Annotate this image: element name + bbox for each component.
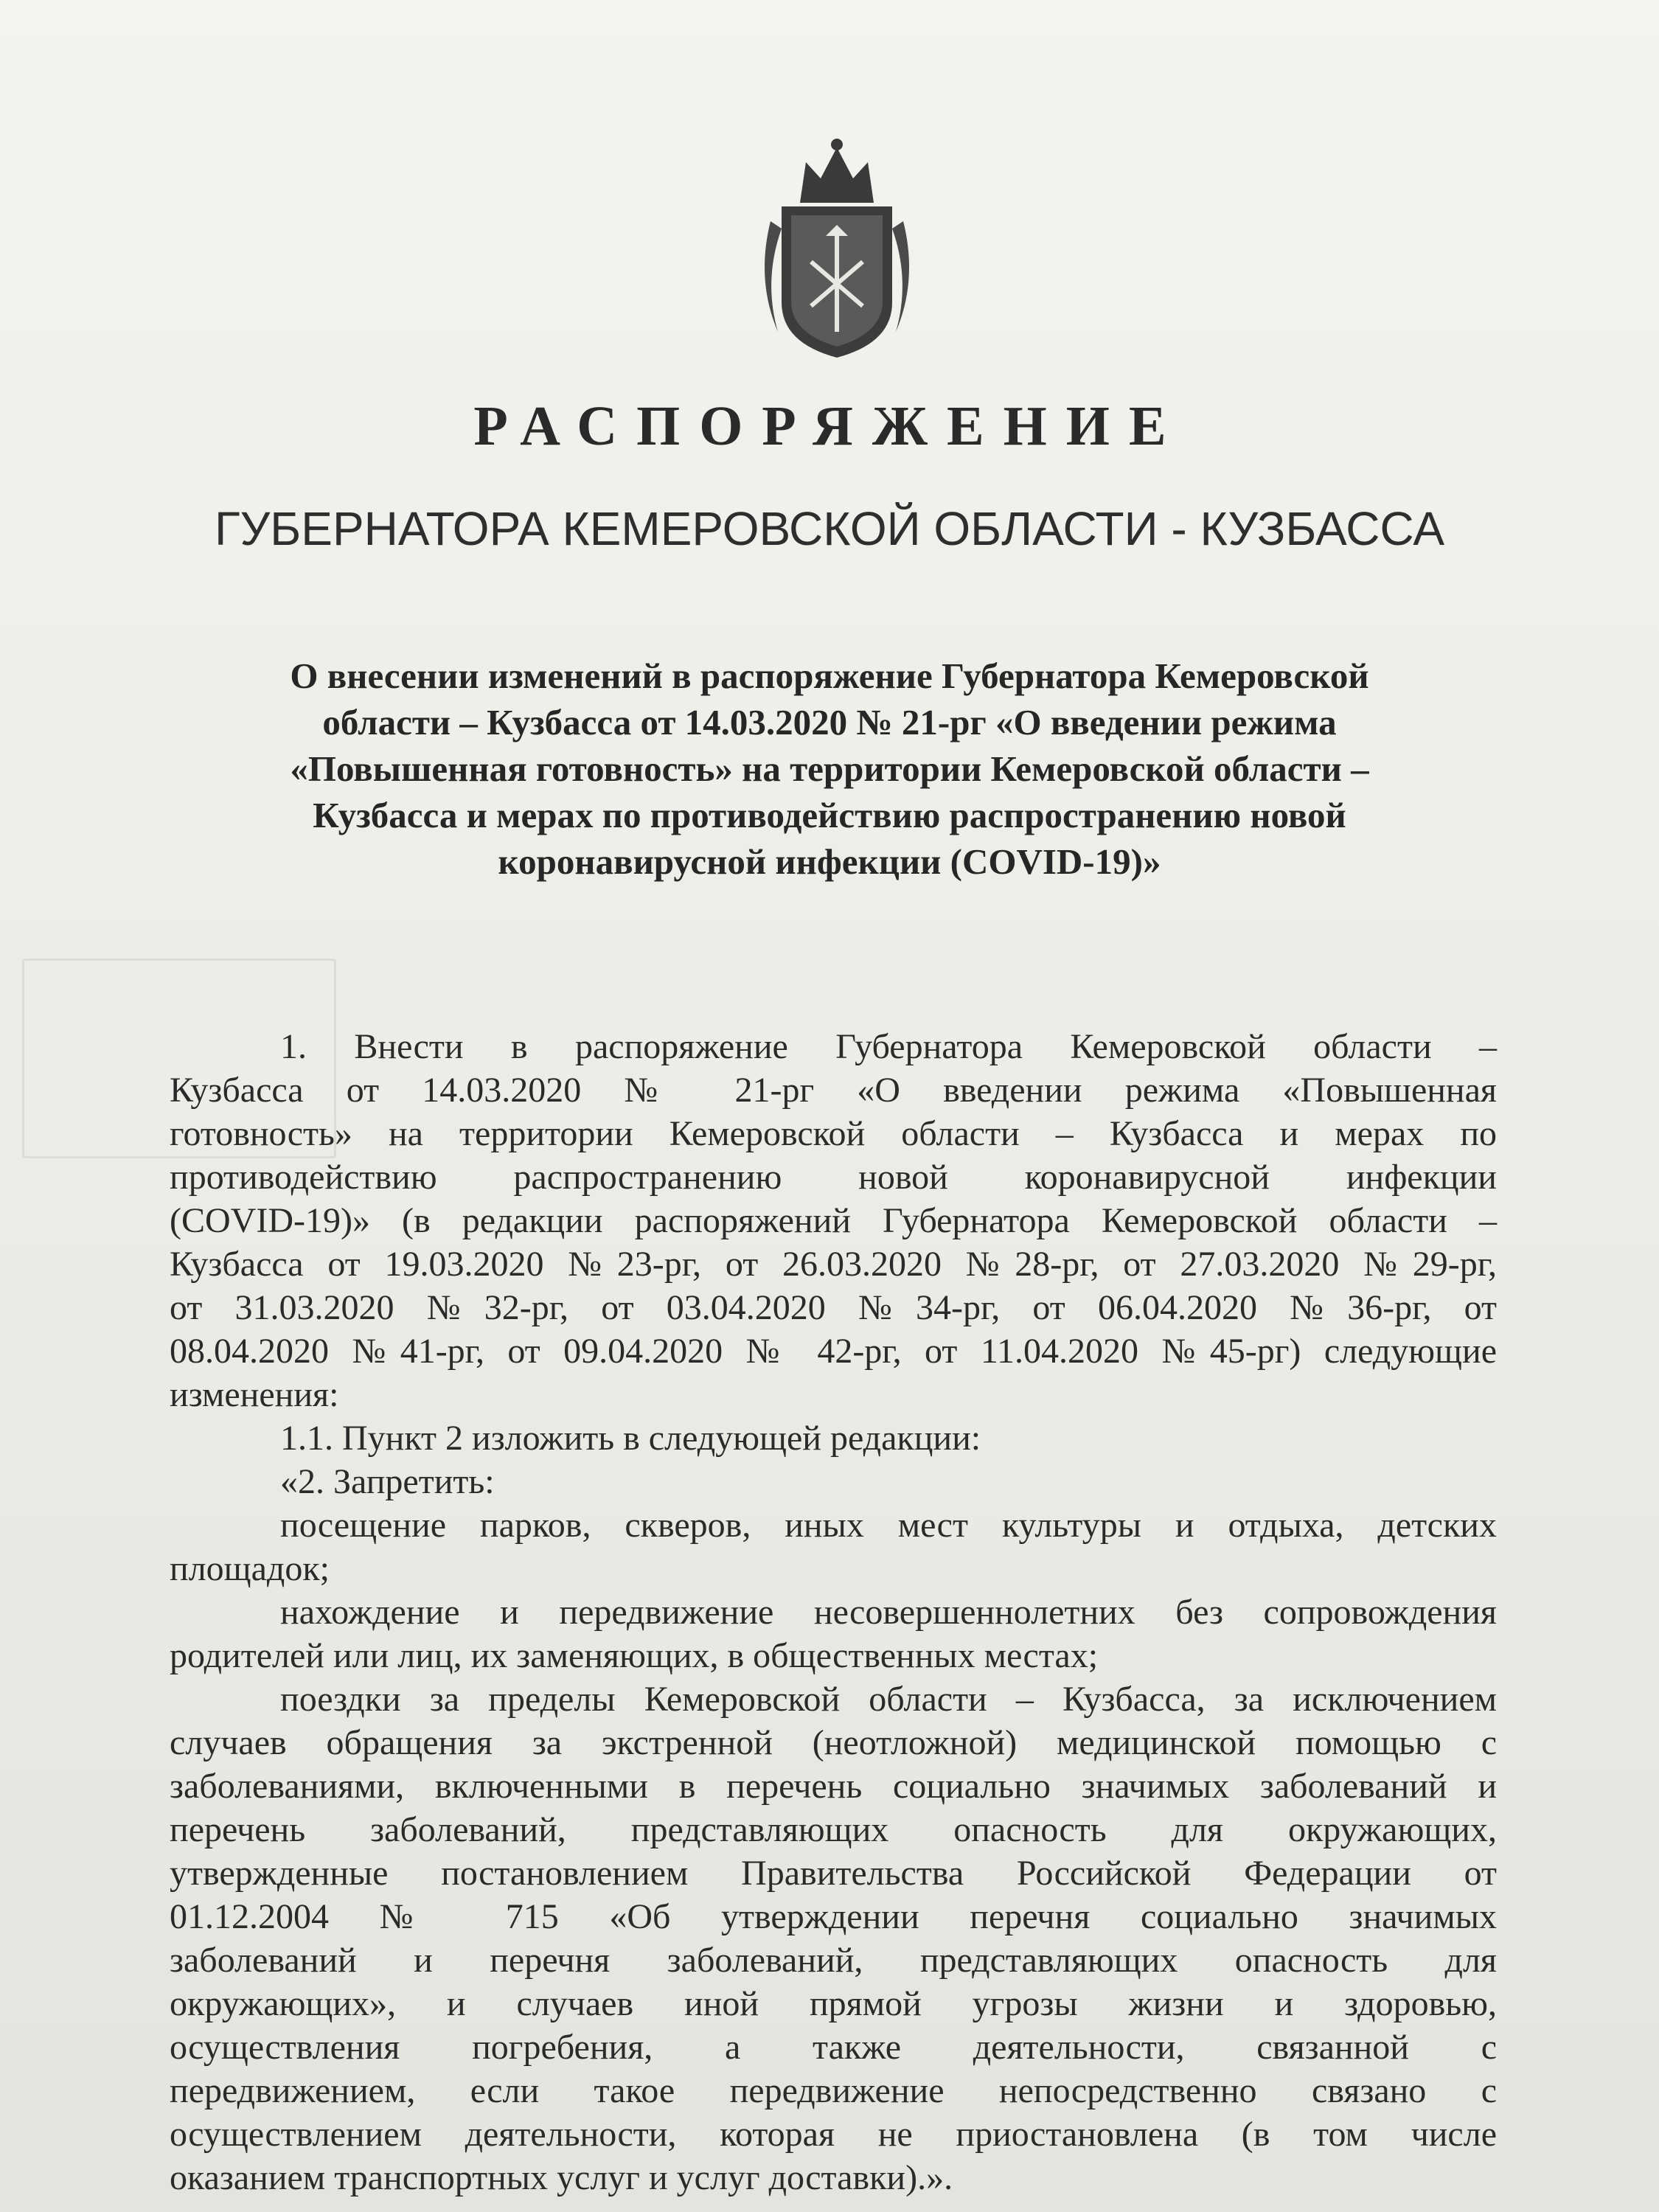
body-line: 08.04.2020 №41-рг, от 09.04.2020 № 42-рг, от 11.04.2020 №45-рг) следующие <box>170 1332 1497 1371</box>
body-line: 01.12.2004 № 715 «Об утверждении перечня социально значимых <box>170 1897 1497 1936</box>
body-line: нахождение и передвижение несовершеннолетних без сопровождения <box>280 1593 1497 1632</box>
body-line: готовность» на территории Кемеровской области – Кузбасса и мерах по <box>170 1114 1497 1153</box>
document-heading <box>184 653 1475 885</box>
body-line: окружающих», и случаев иной прямой угрозы жизни и здоровью, <box>170 1984 1497 2023</box>
heading-line: области – Кузбасса от 14.03.2020 № 21-рг «О введении режима <box>322 702 1337 742</box>
body-line: противодействию распространению новой коронавирусной инфекции <box>170 1158 1497 1197</box>
body-line: перечень заболеваний, представляющих опасность для окружающих, <box>170 1810 1497 1849</box>
body-line: 1. Внести в распоряжение Губернатора Кемеровской области – <box>280 1027 1497 1066</box>
coat-of-arms-icon <box>748 133 925 361</box>
body-line: (COVID-19)» (в редакции распоряжений Губернатора Кемеровской области – <box>170 1201 1497 1240</box>
heading-line: Кузбасса и мерах по противодействию распространению новой <box>313 795 1346 835</box>
body-line: площадок; <box>170 1549 330 1588</box>
document-body <box>170 1025 1497 2199</box>
body-line: родителей или лиц, их заменяющих, в общественных местах; <box>170 1636 1099 1675</box>
document-subtitle: ГУБЕРНАТОРА КЕМЕРОВСКОЙ ОБЛАСТИ - КУЗБАССА <box>214 502 1445 555</box>
body-line: «2. Запретить: <box>280 1462 495 1501</box>
heading-line: О внесении изменений в распоряжение Губернатора Кемеровской <box>290 655 1369 696</box>
body-line: оказанием транспортных услуг и услуг доставки).». <box>170 2158 953 2197</box>
body-line: передвижением, если такое передвижение непосредственно связано с <box>170 2071 1497 2110</box>
body-line: поездки за пределы Кемеровской области – Кузбасса, за исключением <box>280 1680 1497 1719</box>
body-line: посещение парков, скверов, иных мест культуры и отдыха, детских <box>280 1506 1497 1545</box>
body-line: 1.1. Пункт 2 изложить в следующей редакции: <box>280 1419 981 1458</box>
body-line: заболеваниями, включенными в перечень социально значимых заболеваний и <box>170 1767 1497 1806</box>
body-line: от 31.03.2020 №32-рг, от 03.04.2020 №34-рг, от 06.04.2020 №36-рг, от <box>170 1288 1497 1327</box>
body-line: утвержденные постановлением Правительства Российской Федерации от <box>170 1854 1497 1893</box>
body-line: случаев обращения за экстренной (неотложной) медицинской помощью с <box>170 1723 1497 1762</box>
heading-line: коронавирусной инфекции (COVID-19)» <box>498 841 1161 882</box>
body-line: Кузбасса от 14.03.2020 № 21-рг «О введении режима «Повышенная <box>170 1071 1497 1110</box>
document-title: РАСПОРЯЖЕНИЕ <box>473 395 1186 457</box>
body-line: изменения: <box>170 1375 339 1414</box>
body-line: заболеваний и перечня заболеваний, представляющих опасность для <box>170 1941 1497 1980</box>
body-line: осуществлением деятельности, которая не приостановлена (в том числе <box>170 2115 1497 2154</box>
body-line: Кузбасса от 19.03.2020 №23-рг, от 26.03.2020 №28-рг, от 27.03.2020 №29-рг, <box>170 1245 1497 1284</box>
body-line: осуществления погребения, а также деятельности, связанной с <box>170 2028 1497 2067</box>
heading-line: «Повышенная готовность» на территории Кемеровской области – <box>290 748 1369 789</box>
